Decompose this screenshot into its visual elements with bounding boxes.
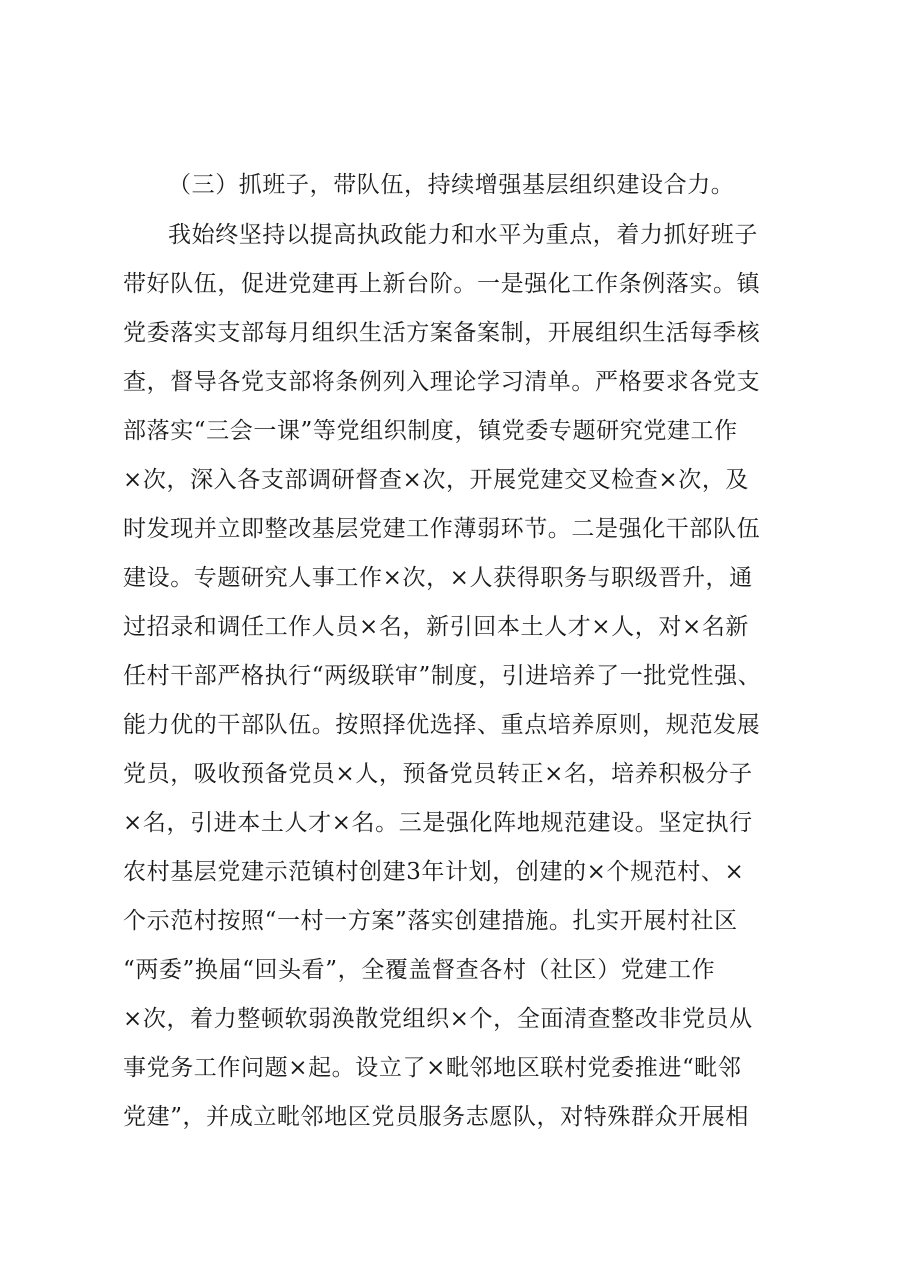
paragraph-line: 个示范村按照“一村一方案”落实创建措施。扎实开展村社区 (123, 908, 738, 934)
paragraph-line: 能力优的干部队伍。按照择优选择、重点培养原则，规范发展 (123, 712, 761, 738)
paragraph-line: ×名，引进本土人才×名。三是强化阵地规范建设。坚定执行 (123, 810, 753, 836)
paragraph-line: 党建”，并成立毗邻地区党员服务志愿队，对特殊群众开展相 (123, 1104, 749, 1130)
paragraph-line: 带好队伍，促进党建再上新台阶。一是强化工作条例落实。镇 (123, 271, 761, 297)
paragraph-line: 建设。专题研究人事工作×次，×人获得职务与职级晋升，通 (123, 565, 753, 591)
paragraph-line: 农村基层党建示范镇村创建3年计划，创建的×个规范村、× (123, 859, 745, 885)
paragraph-line: 时发现并立即整改基层党建工作薄弱环节。二是强化干部队伍 (123, 516, 761, 542)
paragraph-line: 过招录和调任工作人员×名，新引回本土人才×人，对×名新 (123, 614, 750, 640)
paragraph-line: 事党务工作问题×起。设立了×毗邻地区联村党委推进“毗邻 (123, 1055, 742, 1081)
paragraph-line: 查，督导各党支部将条例列入理论学习清单。严格要求各党支 (123, 369, 761, 395)
paragraph-line: 部落实“三会一课”等党组织制度，镇党委专题研究党建工作 (123, 418, 738, 444)
paragraph-line: 党员，吸收预备党员×人，预备党员转正×名，培养积极分子 (123, 761, 753, 787)
section-heading: （三）抓班子，带队伍，持续增强基层组织建设合力。 (168, 172, 735, 198)
paragraph-line: ×次，着力整顿软弱涣散党组织×个，全面清查整改非党员从 (123, 1006, 753, 1032)
paragraph-line: “两委”换届“回头看”，全覆盖督查各村（社区）党建工作 (123, 957, 716, 983)
paragraph-line: 党委落实支部每月组织生活方案备案制，开展组织生活每季核 (123, 320, 761, 346)
paragraph-line: 我始终坚持以提高执政能力和水平为重点，着力抓好班子 (168, 222, 758, 248)
paragraph-line: ×次，深入各支部调研督查×次，开展党建交叉检查×次，及 (123, 467, 750, 493)
paragraph-line: 任村干部严格执行“两级联审”制度，引进培养了一批党性强、 (123, 663, 762, 689)
